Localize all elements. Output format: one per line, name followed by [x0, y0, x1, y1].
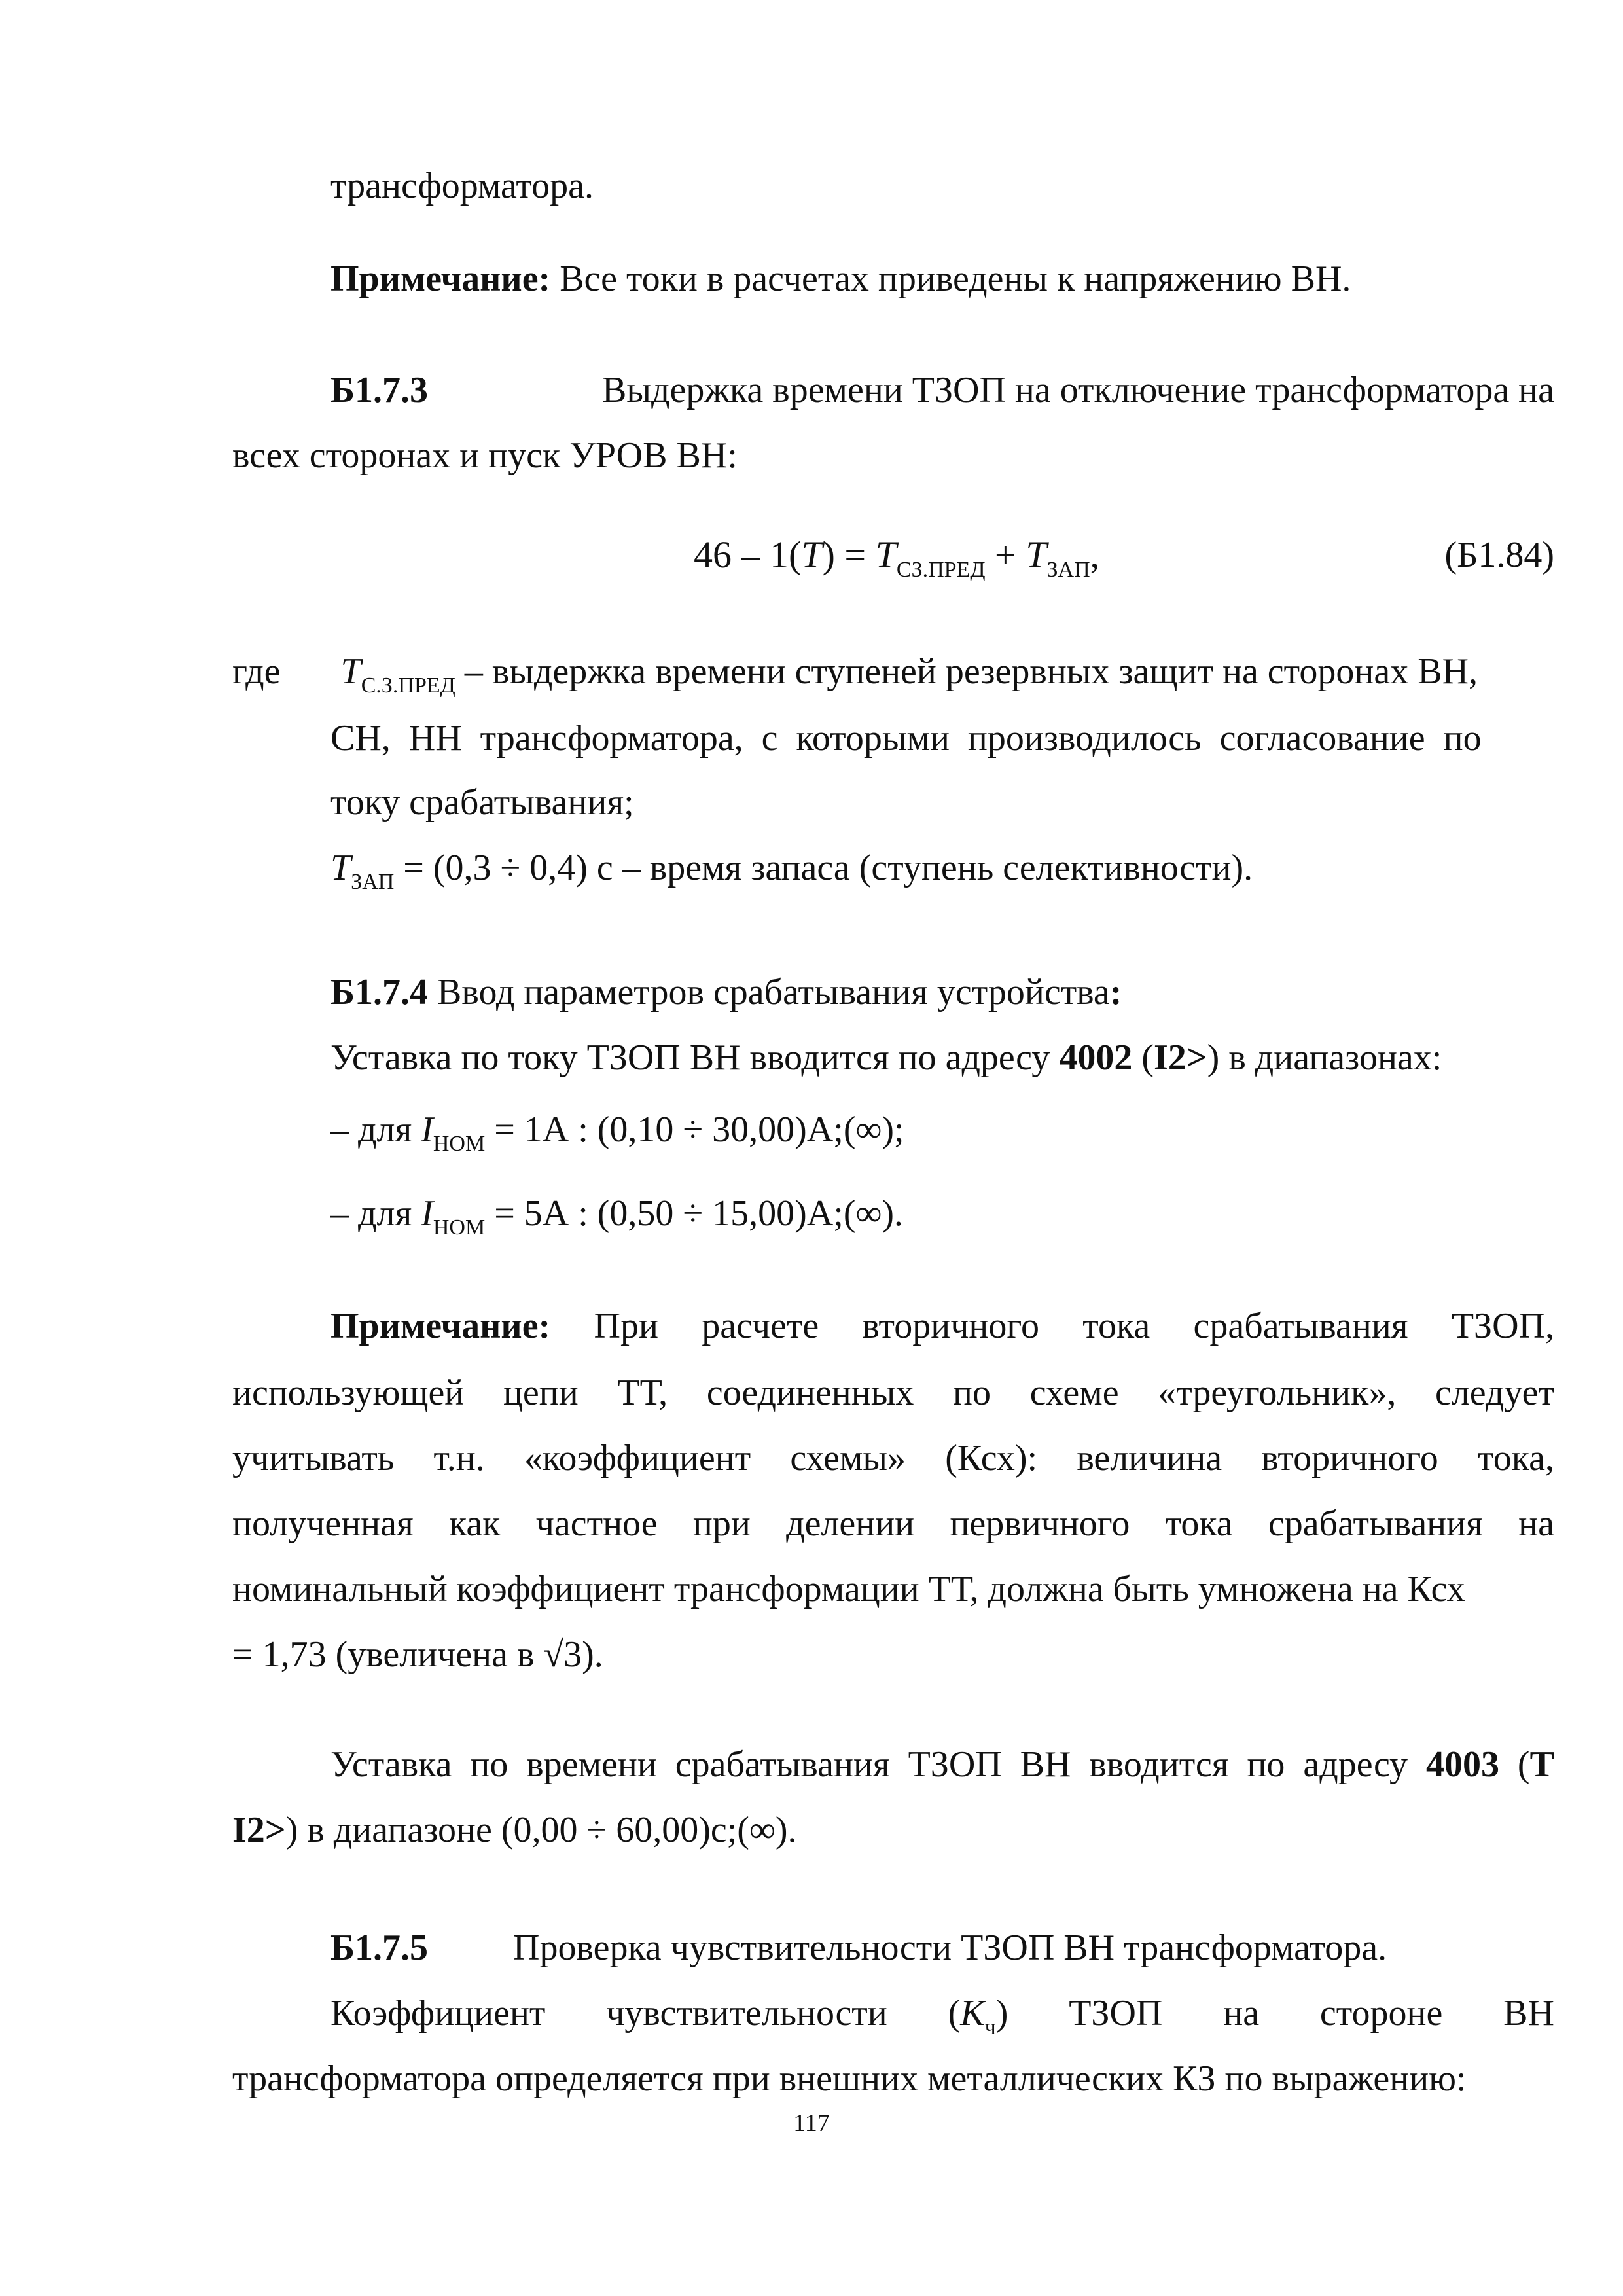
word: срабатывания — [675, 1744, 890, 1785]
word: использующей — [232, 1372, 465, 1413]
word: цепи — [503, 1372, 579, 1413]
eq-lhs: 46 – 1( — [694, 533, 802, 576]
word: срабатывания — [1193, 1306, 1408, 1346]
word: при — [692, 1503, 751, 1544]
range-item-5a — [330, 1190, 903, 1242]
word: Коэффициент — [330, 1993, 546, 2034]
word: «треугольник», — [1158, 1372, 1397, 1413]
word: чувствительности — [606, 1993, 887, 2034]
var-sub: НОМ — [433, 1132, 486, 1156]
address: 4003 — [1425, 1744, 1499, 1785]
word: адресу — [1303, 1744, 1408, 1785]
setting-current-line — [330, 1034, 1442, 1081]
text: трансформатора. — [330, 166, 594, 206]
section-title: Выдержка времени ТЗОП на отключение трансформатора на — [602, 370, 1554, 410]
word: по — [953, 1372, 991, 1413]
word: Уставка — [330, 1744, 452, 1785]
where-line-4 — [330, 844, 1253, 897]
param: I2> — [1153, 1037, 1207, 1078]
note-text: Все токи в расчетах приведены к напряжению ВН. — [550, 259, 1351, 299]
equation-b1-84 — [694, 529, 1099, 587]
word: вводится — [1089, 1744, 1229, 1785]
var: K — [960, 1993, 985, 2034]
var-sub: НОМ — [433, 1215, 486, 1240]
eq-term2-sub: ЗАП — [1046, 558, 1090, 582]
note2-line-6 — [232, 1631, 603, 1678]
text: = 1,73 (увеличена в √3). — [232, 1634, 603, 1675]
text: Уставка по току ТЗОП ВН вводится по адресу — [330, 1037, 1060, 1078]
section-number: Б1.7.4 — [330, 972, 429, 1013]
where-line-3 — [330, 779, 634, 826]
word: вторичного — [862, 1306, 1039, 1346]
section-number: Б1.7.3 — [330, 370, 429, 410]
word: делении — [786, 1503, 915, 1544]
word: по — [470, 1744, 508, 1785]
note2-line-2 — [232, 1369, 1554, 1416]
param: I2> — [232, 1810, 286, 1850]
word: схемы» — [790, 1438, 906, 1479]
text: трансформатора определяется при внешних металлических КЗ по выражению: — [232, 2058, 1467, 2099]
section-heading-b174 — [330, 969, 1122, 1016]
sensitivity-line-1 — [330, 1990, 1554, 2042]
word: вторичного — [1261, 1438, 1438, 1479]
eq-var-t: T — [801, 533, 823, 576]
word: величина — [1077, 1438, 1222, 1479]
section-title-continued — [232, 432, 738, 479]
text: номинальный коэффициент трансформации ТТ, должна быть умножена на Ксх — [232, 1569, 1465, 1609]
range-value: = 5А : (0,50 ÷ 15,00)А;(∞). — [485, 1193, 904, 1234]
word: времени — [526, 1744, 657, 1785]
word: следует — [1435, 1372, 1554, 1413]
range-value: = 1А : (0,10 ÷ 30,00)А;(∞); — [485, 1109, 904, 1150]
word: т.н. — [433, 1438, 485, 1479]
eq-term1: T — [875, 533, 897, 576]
range-value: ) в диапазоне (0,00 ÷ 60,00)с;(∞). — [285, 1810, 797, 1850]
section-heading-b175 — [330, 1924, 1387, 1971]
equation-number: (Б1.84) — [1444, 535, 1554, 575]
note-line — [330, 255, 1351, 302]
word: первичного — [950, 1503, 1130, 1544]
colon: : — [1109, 972, 1122, 1013]
var: I — [421, 1109, 433, 1150]
param: T — [1529, 1744, 1554, 1785]
word: схеме — [1029, 1372, 1119, 1413]
page-number: 117 — [793, 2109, 830, 2137]
text: ( — [1132, 1037, 1154, 1078]
section-number: Б1.7.5 — [330, 1928, 429, 1968]
text: ) в диапазонах: — [1207, 1037, 1442, 1078]
note2-line-5 — [232, 1566, 1465, 1613]
word: тока, — [1478, 1438, 1554, 1479]
var: I — [421, 1193, 433, 1234]
text: всех сторонах и пуск УРОВ ВН: — [232, 435, 738, 476]
word: частное — [535, 1503, 658, 1544]
word: При — [594, 1306, 658, 1346]
word: полученная — [232, 1503, 414, 1544]
word: тока — [1082, 1306, 1150, 1346]
section-heading-b173 — [330, 367, 1554, 414]
var-sub: ЗАП — [351, 870, 395, 894]
sensitivity-line-2 — [232, 2055, 1467, 2102]
setting-time-line-1 — [330, 1741, 1554, 1788]
eq-tail: , — [1090, 533, 1100, 576]
word: на — [1223, 1993, 1260, 2034]
note2-line-4 — [232, 1500, 1554, 1547]
var: T — [330, 848, 351, 888]
paren: ( — [948, 1993, 961, 2034]
bullet-text: – для — [330, 1109, 421, 1150]
word: соединенных — [706, 1372, 914, 1413]
note-label: Примечание: — [330, 1306, 551, 1346]
where-line-1 — [232, 648, 1478, 700]
word: срабатывания — [1268, 1503, 1483, 1544]
setting-time-line-2 — [232, 1806, 796, 1854]
eq-plus: + — [985, 533, 1026, 576]
range-item-1a — [330, 1106, 904, 1158]
paragraph-continuation — [330, 162, 594, 209]
eq-term1-sub: СЗ.ПРЕД — [896, 558, 986, 582]
word: ТТ, — [617, 1372, 668, 1413]
word: расчете — [702, 1306, 819, 1346]
word: по — [1247, 1744, 1285, 1785]
word: ВН — [1020, 1744, 1071, 1785]
word: ТЗОП, — [1451, 1306, 1554, 1346]
value: = (0,3 ÷ 0,4) с — [394, 848, 613, 888]
word: ТЗОП — [1069, 1993, 1163, 2034]
paren: ( — [1517, 1744, 1530, 1785]
where-label: где — [232, 651, 281, 692]
paren: ) — [995, 1993, 1008, 2034]
text: – время запаса (ступень селективности). — [613, 848, 1253, 888]
eq-lhs-close: ) = — [822, 533, 876, 576]
section-title: Проверка чувствительности ТЗОП ВН трансформатора. — [513, 1928, 1387, 1968]
where-line-2 — [330, 715, 1554, 762]
text: – выдержка времени ступеней резервных защит на сторонах ВН, — [455, 651, 1478, 692]
address: 4002 — [1059, 1037, 1133, 1078]
word: на — [1518, 1503, 1554, 1544]
bullet-text: – для — [330, 1193, 421, 1234]
var-sub: С.З.ПРЕД — [361, 673, 455, 698]
var: T — [340, 651, 361, 692]
word: как — [449, 1503, 501, 1544]
note2-line-1 — [330, 1302, 1554, 1350]
word: (Ксх): — [945, 1438, 1038, 1479]
word: «коэффициент — [524, 1438, 751, 1479]
var-sub: ч — [984, 2015, 996, 2039]
text: СН, НН трансформатора, с которыми производилось согласование по — [330, 718, 1482, 759]
word: стороне — [1319, 1993, 1443, 2034]
word: учитывать — [232, 1438, 395, 1479]
section-title: Ввод параметров срабатывания устройства — [428, 972, 1110, 1013]
note-label: Примечание: — [330, 259, 551, 299]
word: ТЗОП — [908, 1744, 1002, 1785]
note2-line-3 — [232, 1435, 1554, 1482]
word: ВН — [1503, 1993, 1554, 2034]
text: току срабатывания; — [330, 782, 634, 823]
word: тока — [1165, 1503, 1233, 1544]
eq-term2: T — [1026, 533, 1047, 576]
